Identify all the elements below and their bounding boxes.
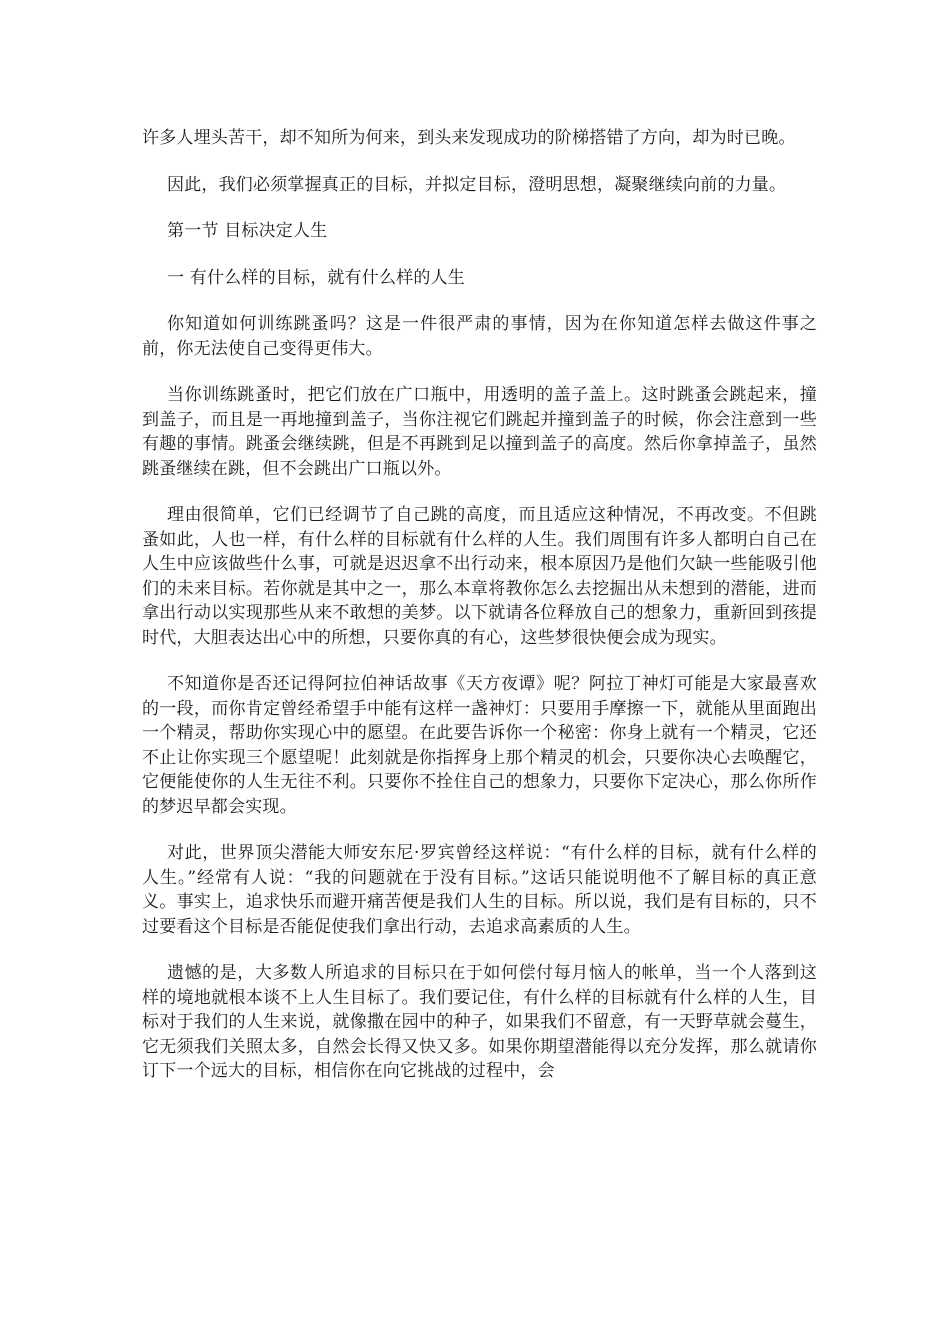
paragraph-8: 遗憾的是，大多数人所追求的目标只在于如何偿付每月恼人的帐单，当一个人落到这样的境地就根本谈不上人生目标了。我们要记住，有什么样的目标就有什么样的人生，目标对于我们的人生来说，就像撒在园中的种子，如果我们不留意，有一天野草就会蔓生，它无须我们关照太多，自然会长得又快又多。如果你期望潜能得以充分发挥，那么就请你订下一个远大的目标，相信你在向它挑战的过程中，会 [142, 963, 817, 1081]
paragraph-3: 你知道如何训练跳蚤吗？这是一件很严肃的事情，因为在你知道怎样去做这件事之前，你无法使自己变得更伟大。 [142, 314, 817, 359]
paragraph-4: 当你训练跳蚤时，把它们放在广口瓶中，用透明的盖子盖上。这时跳蚤会跳起来，撞到盖子，而且是一再地撞到盖子，当你注视它们跳起并撞到盖子的时候，你会注意到一些有趣的事情。跳蚤会继续跳，但是不再跳到足以撞到盖子的高度。然后你拿掉盖子，虽然跳蚤继续在跳，但不会跳出广口瓶以外。 [142, 385, 817, 479]
document-body [142, 126, 817, 1106]
paragraph-2: 因此，我们必须掌握真正的目标，并拟定目标，澄明思想，凝聚继续向前的力量。 [167, 174, 787, 195]
section-heading: 第一节 目标决定人生 [167, 221, 328, 241]
paragraph-1: 许多人埋头苦干，却不知所为何来，到头来发现成功的阶梯搭错了方向，却为时已晚。 [142, 128, 796, 148]
paragraph-7: 对此，世界顶尖潜能大师安东尼·罗宾曾经这样说：“有什么样的目标，就有什么样的人生。”经常有人说：“我的问题就在于没有目标。”这话只能说明他不了解目标的真正意义。事实上，追求快乐而避开痛苦便是我们人生的目标。所以说，我们是有目标的，只不过要看这个目标是否能促使我们拿出行动，去追求高素质的人生。 [142, 843, 817, 937]
paragraph-6: 不知道你是否还记得阿拉伯神话故事《天方夜谭》呢？阿拉丁神灯可能是大家最喜欢的一段，而你肯定曾经希望手中能有这样一盏神灯：只要用手摩擦一下，就能从里面跑出一个精灵，帮助你实现心中的愿望。在此要告诉你一个秘密：你身上就有一个精灵，它还不止让你实现三个愿望呢！此刻就是你指挥身上那个精灵的机会，只要你决心去唤醒它，它便能使你的人生无往不利。只要你不拴住自己的想象力，只要你下定决心，那么你所作的梦迟早都会实现。 [142, 674, 817, 817]
subsection-heading: 一 有什么样的目标，就有什么样的人生 [167, 267, 466, 288]
paragraph-5: 理由很简单，它们已经调节了自己跳的高度，而且适应这种情况，不再改变。不但跳蚤如此，人也一样，有什么样的目标就有什么样的人生。我们周围有许多人都明白自己在人生中应该做些什么事，可就是迟迟拿不出行动来，根本原因乃是他们欠缺一些能吸引他们的未来目标。若你就是其中之一，那么本章将教你怎么去挖掘出从未想到的潜能，进而拿出行动以实现那些从来不敢想的美梦。以下就请各位释放自己的想象力，重新回到孩提时代，大胆表达出心中的所想，只要你真的有心，这些梦很快便会成为现实。 [142, 505, 817, 648]
